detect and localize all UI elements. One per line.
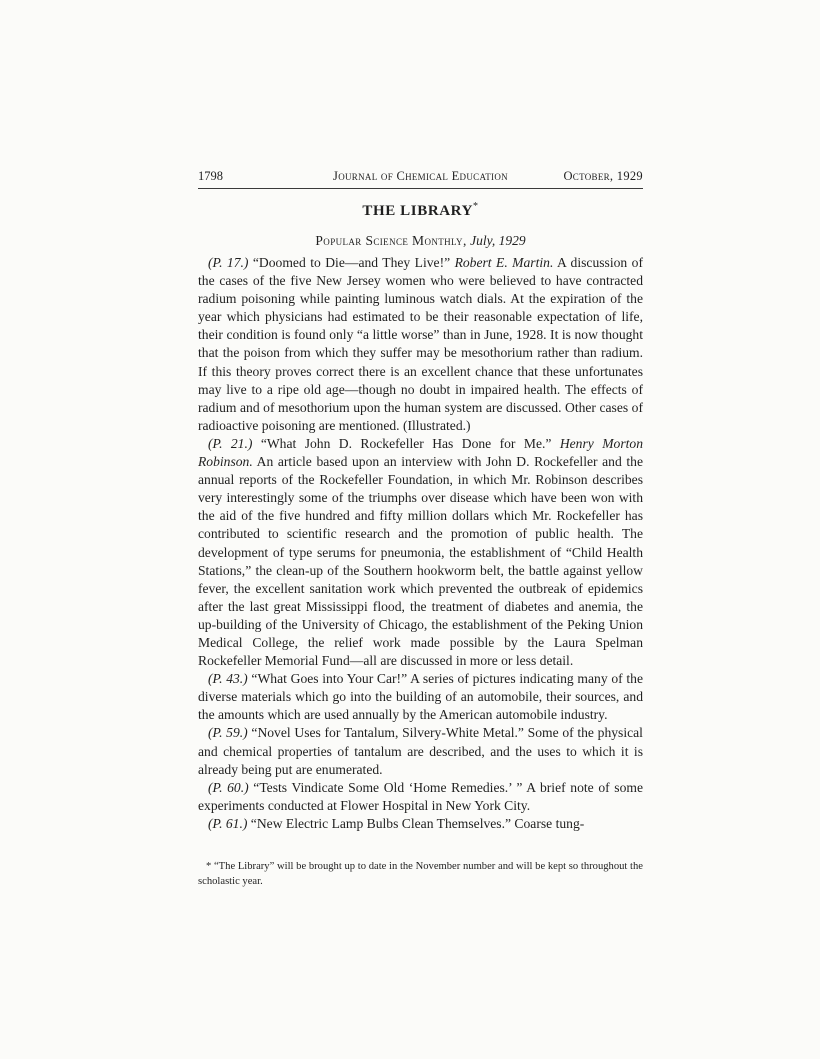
entry-headline: “New Electric Lamp Bulbs Clean Themselves.” [247, 815, 515, 831]
library-entries [198, 254, 643, 833]
entry-p59 [198, 724, 643, 778]
entry-page-ref: (P. 60.) [208, 779, 249, 795]
entry-page-ref: (P. 21.) [208, 435, 253, 451]
entry-page-ref: (P. 17.) [208, 255, 249, 270]
source-journal: Popular Science Monthly, [315, 233, 467, 248]
entry-p17 [198, 254, 643, 435]
footnote-text: * “The Library” will be brought up to date in the November number and will be kept so throughout the scholastic year. [198, 861, 643, 887]
entry-author: Henry Morton Robinson. [198, 435, 643, 470]
entry-summary: Some of the physical and chemical properties of tantalum are described, and the uses to which it is already being put are enumerated. [198, 725, 643, 777]
source-line [198, 233, 643, 249]
footnote-marker: * [473, 201, 479, 212]
source-issue: July, 1929 [470, 233, 526, 248]
entry-author: Robert E. Martin. [454, 255, 554, 270]
entry-headline: “Novel Uses for Tantalum, Silvery-White Metal.” [247, 725, 528, 741]
entry-p60 [198, 779, 643, 815]
entry-page-ref: (P. 61.) [208, 815, 248, 831]
entry-page-ref: (P. 43.) [208, 671, 248, 687]
page-number: 1798 [198, 169, 223, 183]
entry-summary: Coarse tung- [514, 815, 585, 831]
entry-summary: An article based upon an interview with John D. Rockefeller and the annual reports of the Rockefeller Foundation, in which Mr. Robinson describes very interestingly some of the triumphs over disease which have been won with the aid of the five hundred and fifty million dollars which Mr. Rockefeller has contributed to scientific research and the promotion of public health. The development of type serums for pneumonia, the establishment of “Child Health Stations,” the clean-up of the Southern hookworm belt, the battle against yellow fever, the excellent sanitation work which prevented the outbreak of epidemics after the last great Mississippi flood, the treatment of diabetes and anemia, the up-building of the University of Chicago, the establishment of the Peking Union Medical College, the relief work made possible by the Laura Spelman Rockefeller Memorial Fund—all are discussed in more or less detail. [198, 454, 643, 669]
entry-p61 [198, 815, 643, 833]
entry-summary: A brief note of some experiments conducted at Flower Hospital in New York City. [198, 779, 643, 813]
entry-summary: A discussion of the cases of the five New Jersey women who were believed to have contracted radium poisoning while painting luminous watch dials. At the expiration of the year which physicians had estimated to be their reasonable expectation of life, their condition is found only “a little worse” than in June, 1928. It is now thought that the poison from which they suffer may be mesothorium rather than radium. If this theory proves correct there is an excellent chance that these unfortunates may live to a ripe old age—though no doubt in impaired health. The effects of radium and of mesothorium upon the human system are discussed. Other cases of radioactive poisoning are mentioned. (Illustrated.) [198, 255, 643, 433]
entry-p43 [198, 670, 643, 724]
entry-summary: A series of pictures indicating many of the diverse materials which go into the building of an automobile, their sources, and the amounts which are used annually by the American automobile industry. [198, 671, 643, 723]
issue-date: October, 1929 [563, 169, 643, 183]
entry-headline: “What Goes into Your Car!” [247, 671, 411, 687]
footnote [198, 859, 643, 889]
entry-p21 [198, 435, 643, 670]
section-title [198, 201, 643, 220]
entry-headline: “Tests Vindicate Some Old ‘Home Remedies.’ ” [248, 779, 527, 795]
entry-page-ref: (P. 59.) [208, 725, 248, 741]
section-title-text: THE LIBRARY [362, 203, 474, 219]
running-head [198, 166, 643, 186]
journal-name: Journal of Chemical Education [333, 169, 508, 183]
header-rule [198, 188, 643, 189]
entry-headline: “What John D. Rockefeller Has Done for Me.” [252, 435, 560, 451]
entry-headline: “Doomed to Die—and They Live!” [248, 255, 455, 270]
